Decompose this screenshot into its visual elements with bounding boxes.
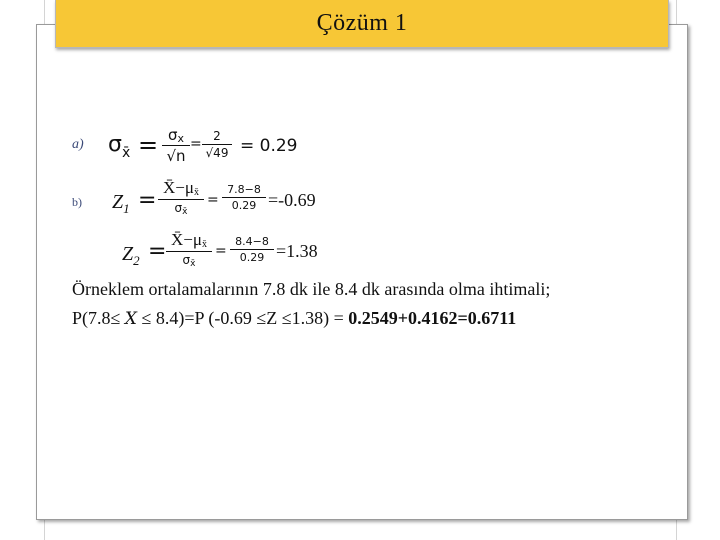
fraction-2-over-sqrt-49: 2 √49	[202, 129, 232, 160]
z2-equals: =	[148, 239, 167, 264]
probability-sentence: Örneklem ortalamalarının 7.8 dk ile 8.4 dk arasında olma ihtimali;	[72, 279, 551, 299]
sigma-xbar: $\sigma_{x̄}$	[108, 132, 131, 161]
z2-equals-2: =	[215, 243, 227, 259]
slide-title: Çözüm 1	[316, 10, 408, 36]
probability-answer: 0.2549+0.4162=0.6711	[348, 308, 517, 328]
part-b-label: b)	[72, 195, 82, 209]
z1-fraction-formula: X̄−μx̄ σx̄	[158, 178, 204, 215]
z1-result: =-0.69	[268, 190, 316, 210]
fraction-sigma-over-sqrt-n: σx √n	[162, 126, 190, 165]
z2-result: =1.38	[276, 241, 318, 261]
equals-sign: =	[138, 131, 159, 159]
equals-sign-2: =	[190, 136, 202, 152]
part-a-result: = 0.29	[240, 136, 298, 156]
probability-equation: P(7.8≤ X ≤ 8.4)=P (-0.69 ≤Z ≤1.38) = 0.2549+0.4162=0.6711	[72, 308, 517, 329]
z2-symbol: $Z_2$	[122, 243, 140, 268]
z1-equals: =	[138, 188, 157, 213]
z2-fraction-formula: X̄−μx̄ σx̄	[166, 230, 212, 267]
z2-fraction-values: 8.4−8 0.29	[230, 235, 274, 264]
part-a-label: a)	[72, 137, 84, 152]
z1-equals-2: =	[207, 192, 219, 208]
slide-frame	[36, 24, 688, 520]
title-bar	[55, 0, 669, 48]
z1-symbol: $Z_1$	[112, 191, 130, 216]
z1-fraction-values: 7.8−8 0.29	[222, 183, 266, 212]
